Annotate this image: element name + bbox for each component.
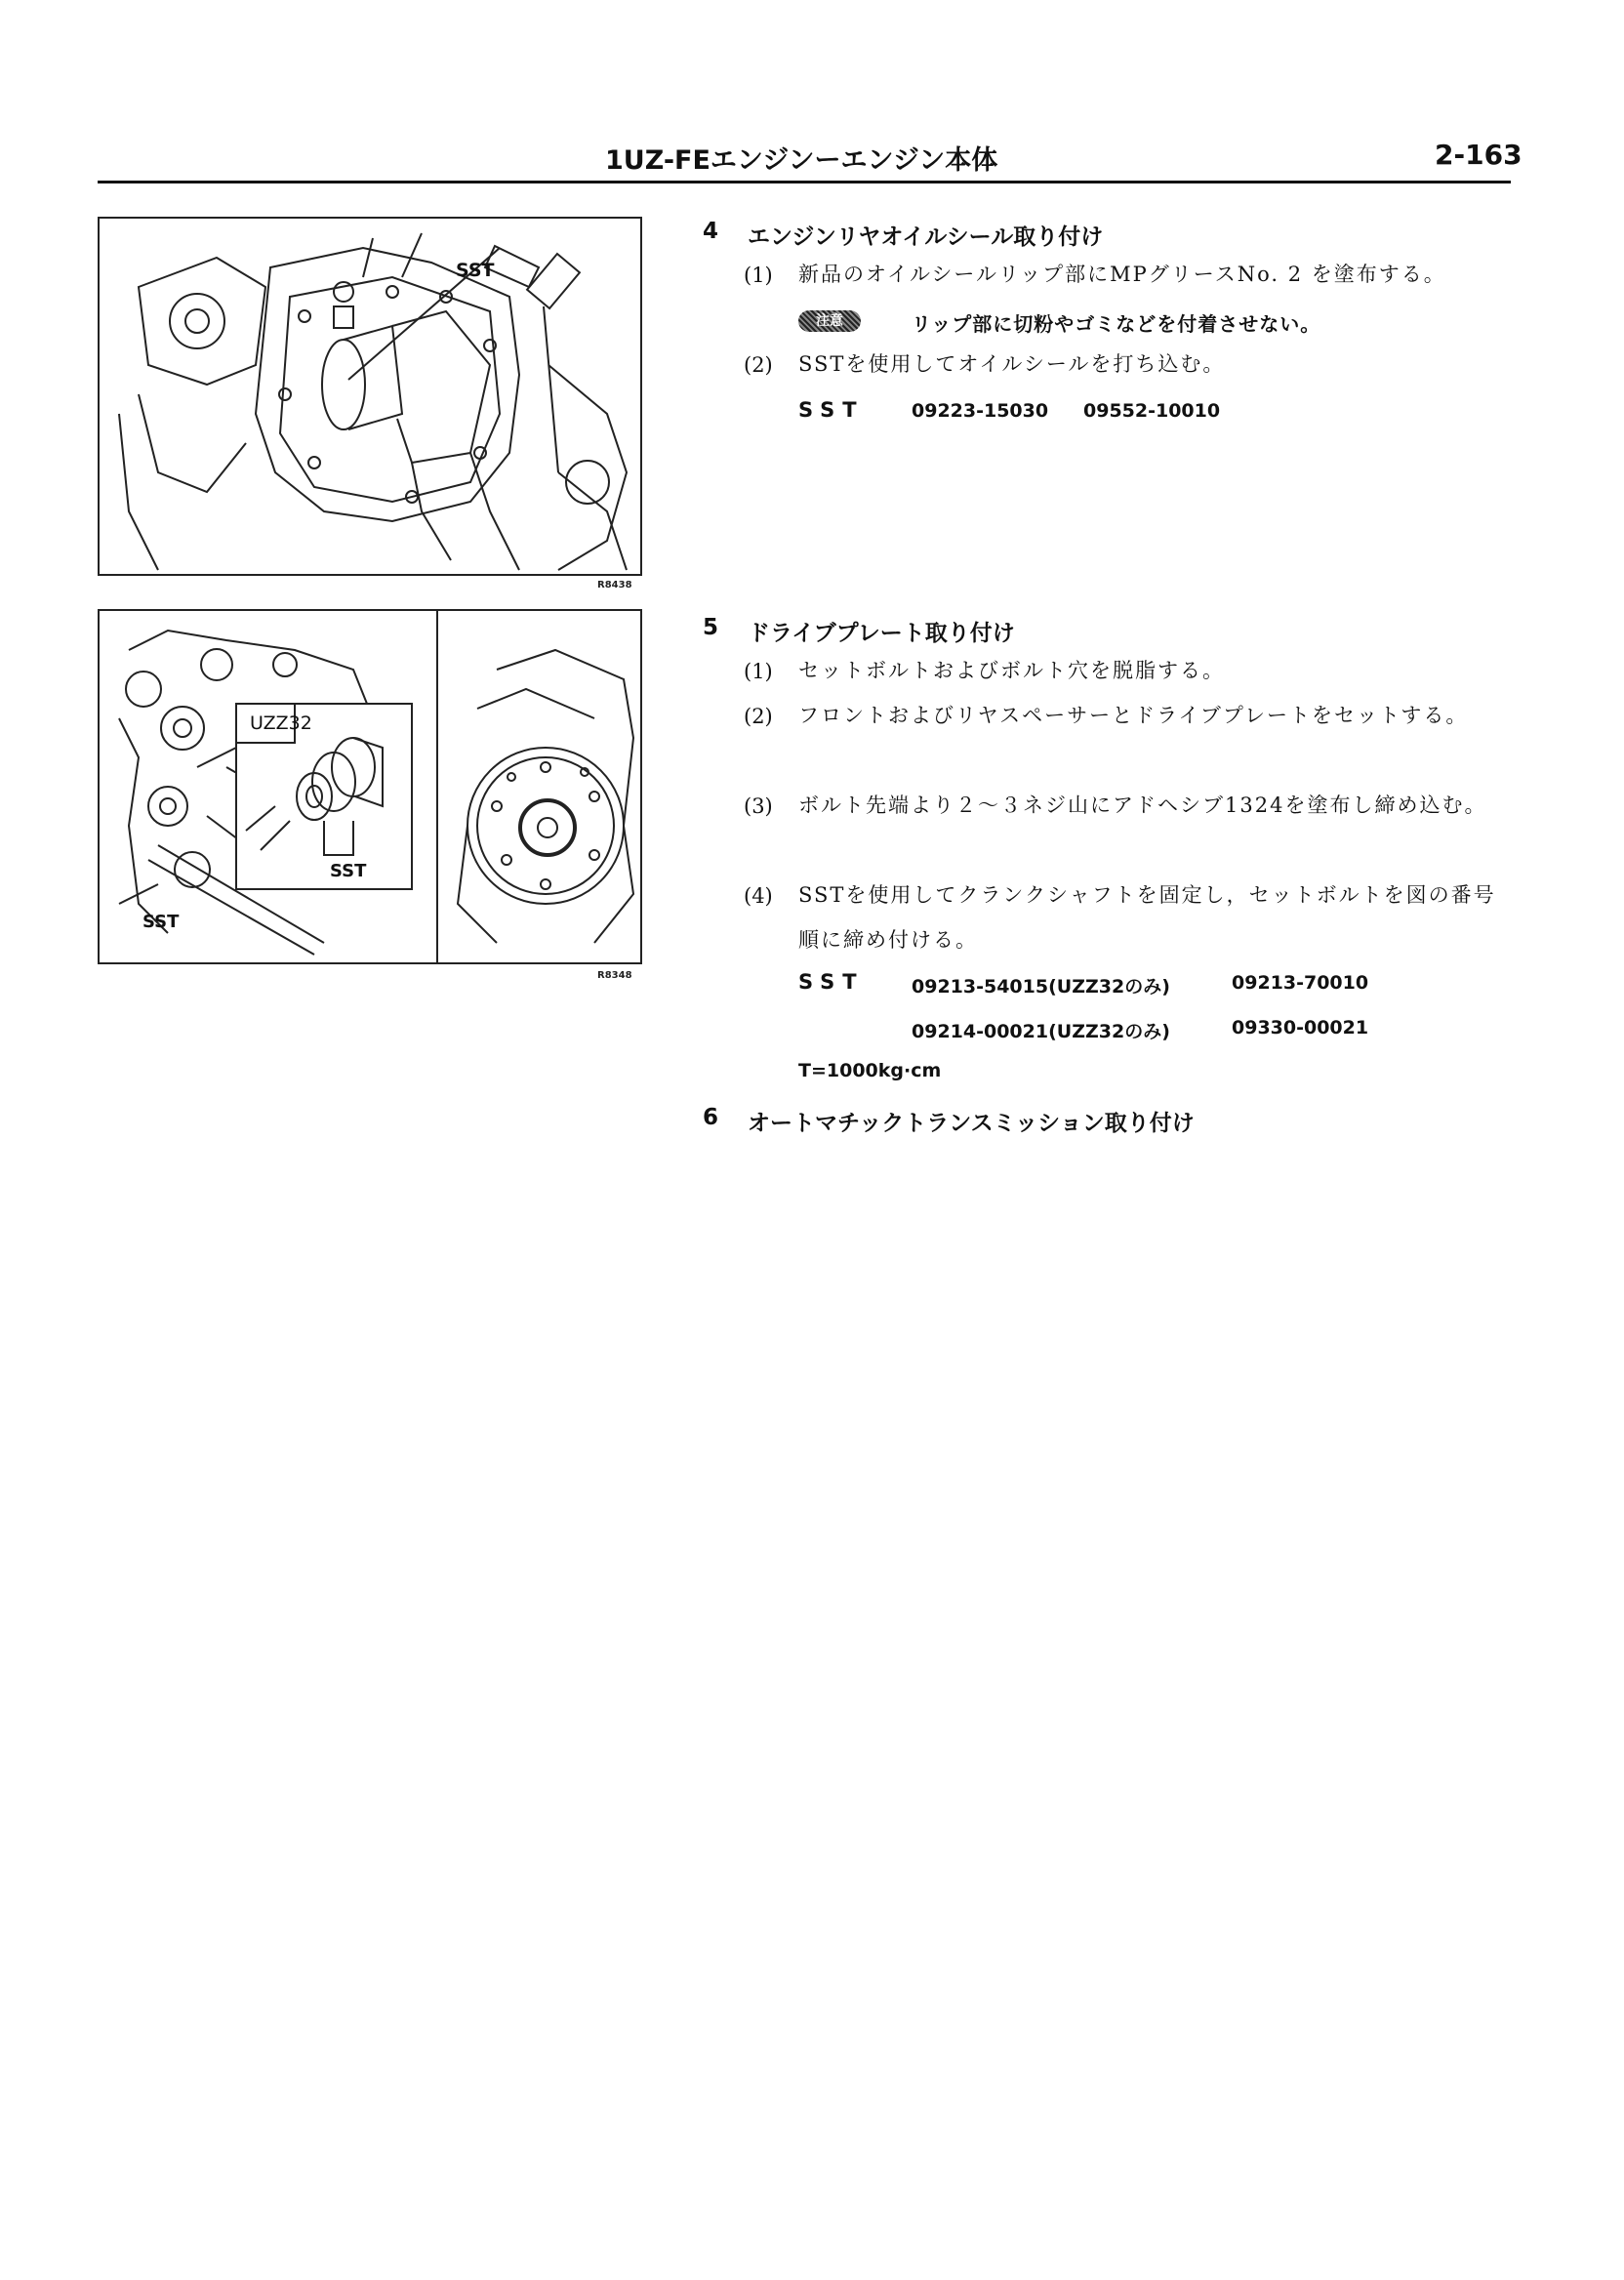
section-6-title: オートマチックトランスミッション取り付け: [748, 1111, 1195, 1136]
caution-text: リップ部に切粉やゴミなどを付着させない。: [912, 312, 1321, 336]
section-5-number: 5: [703, 615, 719, 640]
section-4-sst-label: SST: [798, 398, 865, 422]
section-5-sst-part-1: 09213-54015(UZZ32のみ): [912, 976, 1170, 998]
section-4-sst-part-1: 09223-15030: [912, 400, 1049, 422]
section-5-step-4-text: SSTを使用してクランクシャフトを固定し，セットボルトを図の番号順に締め付ける。: [798, 883, 1496, 952]
fig2-uzz32-label: UZZ32: [250, 712, 312, 734]
section-5-sst-part-3: 09214-00021(UZZ32のみ): [912, 1021, 1170, 1042]
drive-plate-illustration-left: [100, 611, 436, 962]
section-5-sst-part-2: 09213-70010: [1232, 972, 1369, 994]
figure-code-r8438: R8438: [597, 580, 632, 590]
figure-oil-seal-install: [98, 217, 642, 576]
section-5-sst-part-4: 09330-00021: [1232, 1017, 1369, 1038]
section-4-step-1-text: 新品のオイルシールリップ部にMPグリースNo. 2 を塗布する。: [798, 263, 1446, 286]
section-5-step-1-text: セットボルトおよびボルト穴を脱脂する。: [798, 659, 1225, 682]
section-5-step-2-number: (2): [744, 705, 773, 728]
section-6-number: 6: [703, 1105, 719, 1130]
fig1-sst-label: SST: [456, 260, 495, 281]
page-number: 2-163: [1435, 139, 1522, 171]
section-5-title: ドライブプレート取り付け: [748, 621, 1015, 646]
section-5-step-4-number: (4): [744, 884, 773, 908]
figure-code-r8348: R8348: [597, 970, 632, 981]
header-divider: [98, 181, 1511, 183]
section-5-step-3-number: (3): [744, 794, 773, 818]
section-4-step-2-number: (2): [744, 353, 773, 377]
drive-plate-illustration-right: [438, 611, 640, 962]
figure-drive-plate-install: [98, 609, 642, 964]
fig2-sst-lower-label: SST: [142, 912, 180, 932]
section-5-step-1-number: (1): [744, 660, 773, 683]
section-5-step-3-text: ボルト先端より２～３ネジ山にアドヘシブ1324を塗布し締め込む。: [798, 794, 1487, 817]
section-4-title: エンジンリヤオイルシール取り付け: [748, 224, 1104, 250]
oil-seal-engine-illustration: [100, 219, 640, 574]
section-5-sst-label: SST: [798, 970, 865, 994]
caution-badge: 注意: [798, 310, 861, 332]
section-4-step-1-number: (1): [744, 264, 773, 287]
section-4-step-2-text: SSTを使用してオイルシールを打ち込む。: [798, 352, 1226, 376]
section-5-step-2-text: フロントおよびリヤスペーサーとドライブプレートをセットする。: [798, 704, 1469, 727]
fig2-sst-inset-label: SST: [330, 861, 367, 881]
page-header-title: 1UZ-FEエンジンーエンジン本体: [605, 145, 998, 176]
section-4-sst-part-2: 09552-10010: [1083, 400, 1221, 422]
section-5-torque: T=1000kg·cm: [798, 1060, 942, 1081]
section-4-number: 4: [703, 219, 719, 244]
